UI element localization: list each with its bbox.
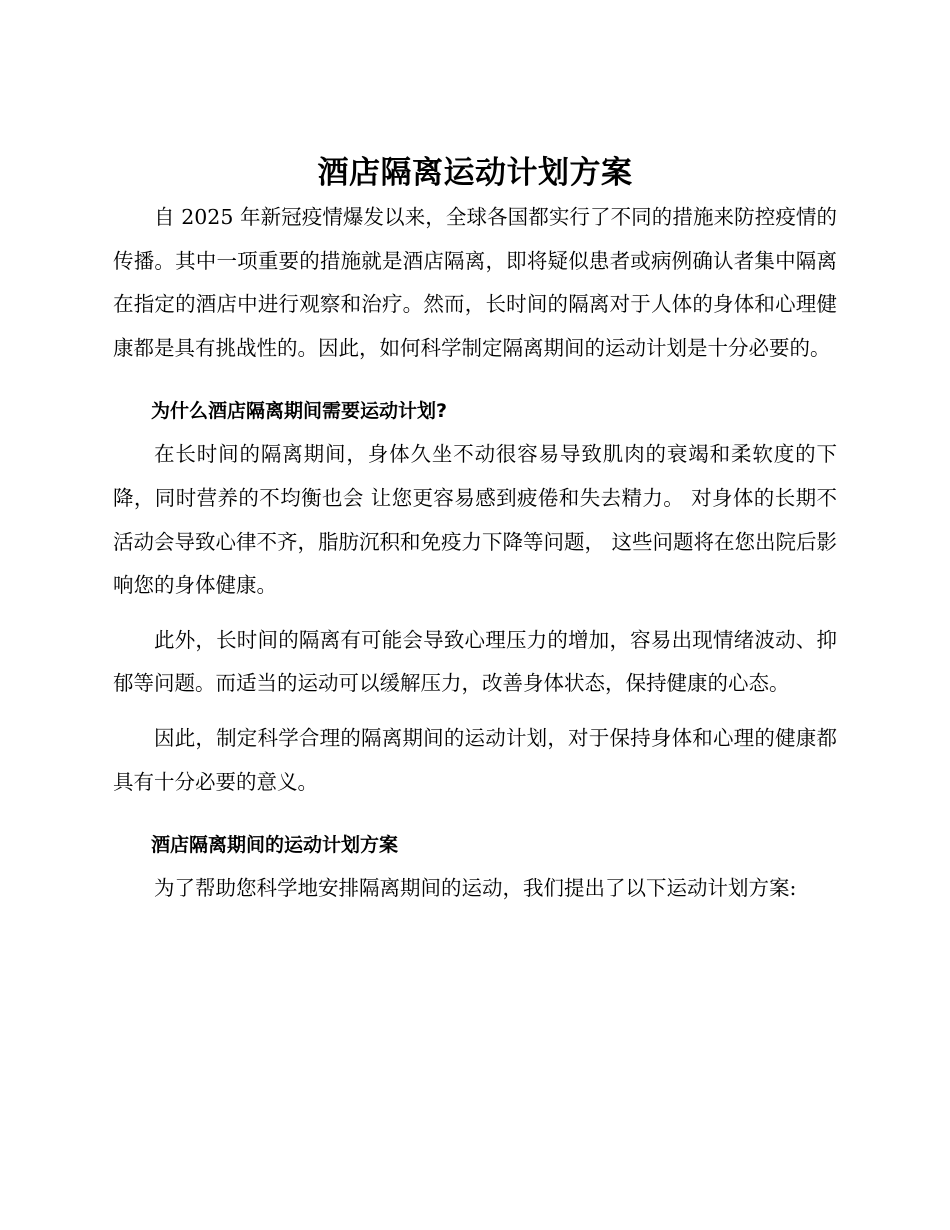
body-paragraph-physical-effects: 在长时间的隔离期间，身体久坐不动很容易导致肌肉的衰竭和柔软度的下降，同时营养的不均衡也会 让您更容易感到疲倦和失去精力。 对身体的长期不活动会导致心律不齐，脂肪沉积和免疫力下降等问题， 这些问题将在您出院后影响您的身体健康。	[113, 442, 838, 598]
body-paragraph-plan-intro: 为了帮助您科学地安排隔离期间的运动，我们提出了以下运动计划方案:	[154, 876, 797, 901]
body-paragraph-conclusion: 因此，制定科学合理的隔离期间的运动计划，对于保持身体和心理的健康都具有十分必要的意义。	[113, 725, 837, 794]
document-page	[113, 150, 837, 911]
section-heading-why-exercise: 为什么酒店隔离期间需要运动计划?	[151, 400, 448, 423]
section-heading-exercise-plan: 酒店隔离期间的运动计划方案	[151, 834, 399, 857]
intro-paragraph: 自 2025 年新冠疫情爆发以来，全球各国都实行了不同的措施来防控疫情的传播。其中一项重要的措施就是酒店隔离，即将疑似患者或病例确认者集中隔离在指定的酒店中进行观察和治疗。然而，长时间的隔离对于人体的身体和心理健康都是具有挑战性的。因此，如何科学制定隔离期间的运动计划是十分必要的。	[113, 205, 837, 360]
body-paragraph-mental-effects: 此外，长时间的隔离有可能会导致心理压力的增加，容易出现情绪波动、抑郁等问题。而适当的运动可以缓解压力，改善身体状态，保持健康的心态。	[113, 627, 837, 696]
document-title: 酒店隔离运动计划方案	[317, 155, 633, 191]
